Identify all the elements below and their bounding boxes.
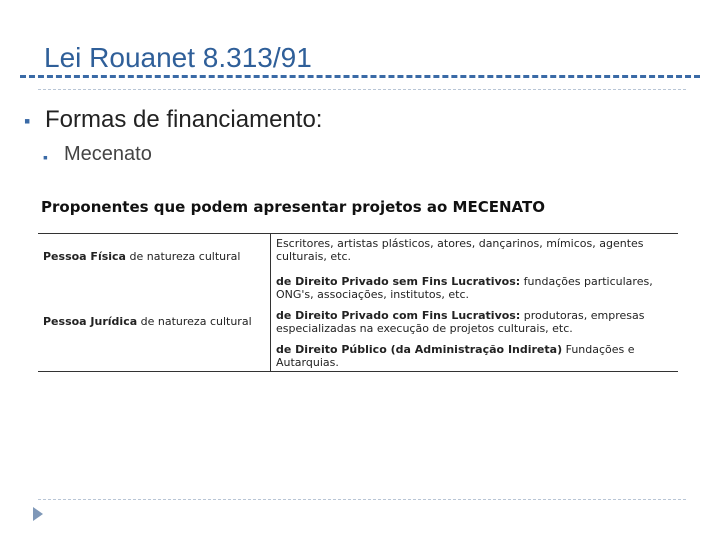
row-label-rest: de natureza cultural [125, 250, 241, 263]
entity-examples: produtoras, empresas especializadas na execução de projetos culturais, etc. [276, 309, 645, 335]
row-description: Escritores, artistas plásticos, atores, dançarinos, mímicos, agentes culturais, etc. [276, 237, 644, 263]
row-label-bold: Pessoa Jurídica [43, 315, 138, 328]
bullet-text-level1: Formas de financiamento: [45, 106, 323, 133]
slide-title: Lei Rouanet 8.313/91 [44, 42, 312, 73]
row-label-bold: Pessoa Física [43, 250, 126, 263]
entity-examples: Fundações e Autarquias. [276, 343, 635, 369]
table-row [38, 234, 678, 274]
table-cell-description [271, 234, 679, 274]
footer-divider [38, 499, 686, 500]
entity-entry [276, 309, 673, 335]
table-heading: Proponentes que podem apresentar projetos ao MECENATO [41, 198, 545, 216]
entity-type: de Direito Privado sem Fins Lucrativos: [276, 275, 521, 288]
entity-entry [276, 343, 673, 369]
table-cell-label [38, 234, 271, 274]
square-bullet-icon: ▪ [24, 111, 31, 131]
title-divider [20, 75, 700, 78]
table-cell-description [271, 273, 679, 372]
entity-type: de Direito Público (da Administração Indireta) [276, 343, 563, 356]
entity-entry [276, 275, 673, 301]
row-label-rest: de natureza cultural [137, 315, 252, 328]
square-bullet-icon: ▪ [43, 149, 48, 165]
table-cell-label [38, 273, 271, 372]
entity-type: de Direito Privado com Fins Lucrativos: [276, 309, 521, 322]
table-row [38, 273, 678, 372]
bullet-text-level2: Mecenato [64, 143, 152, 165]
next-arrow-icon[interactable] [33, 507, 43, 521]
subtitle-divider [38, 89, 686, 90]
entity-examples: fundações particulares, ONG's, associações, institutos, etc. [276, 275, 653, 301]
proponents-table [38, 233, 678, 372]
